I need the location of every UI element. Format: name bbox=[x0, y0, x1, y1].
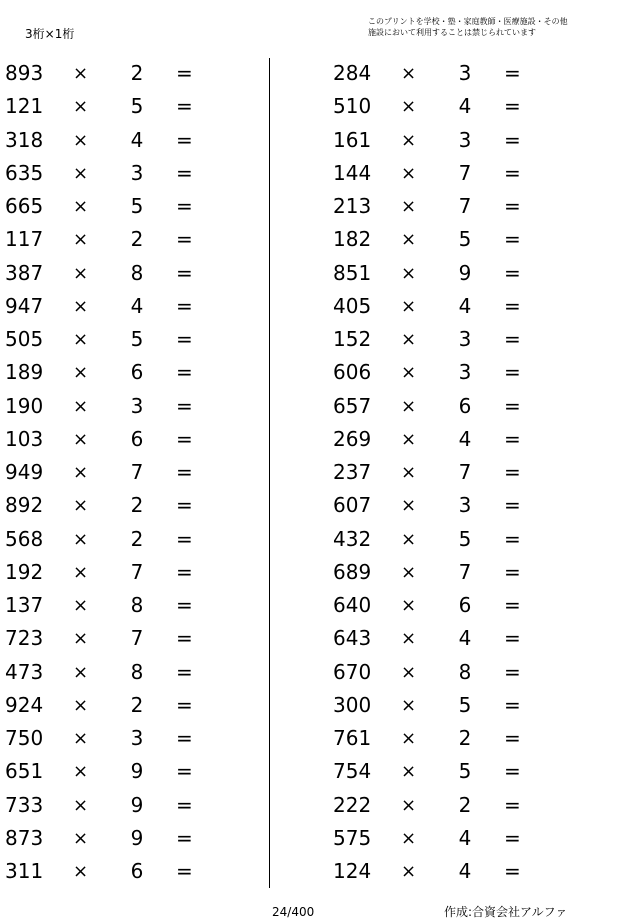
multiplier: 2 bbox=[458, 792, 472, 817]
multiplier: 4 bbox=[458, 825, 472, 850]
equals-sign: = bbox=[176, 426, 193, 451]
problem-row bbox=[0, 855, 633, 888]
problem-row bbox=[0, 323, 633, 356]
times-sign: × bbox=[73, 495, 89, 517]
multiplier: 7 bbox=[458, 194, 472, 218]
multiplier: 3 bbox=[130, 393, 144, 418]
times-sign: × bbox=[73, 794, 89, 816]
multiplicand: 568 bbox=[5, 526, 44, 551]
multiplier: 3 bbox=[458, 327, 472, 351]
times-sign: × bbox=[73, 628, 89, 650]
problem-row bbox=[0, 390, 633, 423]
multiplicand: 144 bbox=[333, 160, 372, 185]
equals-sign: = bbox=[504, 626, 521, 651]
times-sign: × bbox=[73, 595, 89, 616]
times-sign: × bbox=[401, 827, 417, 849]
times-sign: × bbox=[401, 628, 417, 650]
multiplicand: 892 bbox=[5, 493, 44, 518]
problem-row bbox=[0, 722, 633, 755]
multiplier: 4 bbox=[458, 94, 472, 119]
equals-sign: = bbox=[504, 360, 521, 385]
right-problem-column bbox=[0, 57, 633, 888]
times-sign: × bbox=[73, 462, 89, 483]
equals-sign: = bbox=[176, 726, 193, 750]
times-sign: × bbox=[73, 162, 89, 184]
multiplicand: 665 bbox=[5, 194, 44, 218]
multiplicand: 949 bbox=[5, 460, 44, 484]
times-sign: × bbox=[73, 129, 89, 151]
times-sign: × bbox=[73, 196, 89, 217]
multiplicand: 284 bbox=[333, 61, 372, 85]
times-sign: × bbox=[401, 329, 417, 350]
multiplier: 6 bbox=[130, 859, 144, 883]
multiplier: 5 bbox=[130, 194, 144, 218]
equals-sign: = bbox=[504, 792, 521, 817]
multiplier: 8 bbox=[458, 659, 472, 684]
multiplier: 6 bbox=[130, 426, 144, 451]
equals-sign: = bbox=[176, 692, 193, 717]
multiplier: 9 bbox=[130, 825, 144, 850]
multiplier: 5 bbox=[130, 327, 144, 351]
equals-sign: = bbox=[504, 293, 521, 318]
multiplier: 7 bbox=[130, 626, 144, 651]
problem-row bbox=[0, 423, 633, 456]
multiplicand: 607 bbox=[333, 493, 372, 518]
multiplier: 8 bbox=[130, 659, 144, 684]
equals-sign: = bbox=[176, 127, 193, 152]
problem-row bbox=[0, 356, 633, 389]
multiplier: 3 bbox=[458, 360, 472, 385]
multiplicand: 161 bbox=[333, 127, 372, 152]
equals-sign: = bbox=[504, 327, 521, 351]
problem-row bbox=[0, 124, 633, 157]
equals-sign: = bbox=[176, 260, 193, 285]
equals-sign: = bbox=[504, 260, 521, 285]
multiplicand: 670 bbox=[333, 659, 372, 684]
multiplicand: 606 bbox=[333, 360, 372, 385]
page-number: 24/400 bbox=[272, 905, 315, 919]
times-sign: × bbox=[73, 561, 89, 583]
times-sign: × bbox=[73, 262, 89, 284]
times-sign: × bbox=[401, 495, 417, 517]
multiplier: 4 bbox=[130, 127, 144, 152]
times-sign: × bbox=[401, 295, 417, 317]
multiplicand: 733 bbox=[5, 792, 44, 817]
multiplicand: 505 bbox=[5, 327, 44, 351]
times-sign: × bbox=[401, 794, 417, 816]
author-credit: 作成:合資会社アルファ bbox=[444, 905, 568, 919]
multiplier: 5 bbox=[458, 526, 472, 551]
multiplicand: 121 bbox=[5, 94, 44, 119]
equals-sign: = bbox=[176, 227, 193, 252]
multiplicand: 300 bbox=[333, 692, 372, 717]
times-sign: × bbox=[73, 728, 89, 749]
equals-sign: = bbox=[176, 825, 193, 850]
times-sign: × bbox=[73, 229, 89, 251]
equals-sign: = bbox=[176, 792, 193, 817]
equals-sign: = bbox=[176, 460, 193, 484]
multiplier: 7 bbox=[130, 559, 144, 584]
times-sign: × bbox=[401, 561, 417, 583]
equals-sign: = bbox=[176, 859, 193, 883]
times-sign: × bbox=[73, 295, 89, 317]
times-sign: × bbox=[73, 428, 89, 450]
equals-sign: = bbox=[176, 393, 193, 418]
times-sign: × bbox=[401, 694, 417, 716]
equals-sign: = bbox=[504, 692, 521, 717]
multiplicand: 117 bbox=[5, 227, 44, 252]
copyright-notice bbox=[368, 16, 568, 38]
multiplier: 4 bbox=[458, 859, 472, 883]
times-sign: × bbox=[73, 827, 89, 849]
multiplier: 3 bbox=[458, 61, 472, 85]
times-sign: × bbox=[401, 728, 417, 749]
multiplicand: 657 bbox=[333, 393, 372, 418]
problem-row bbox=[0, 822, 633, 855]
multiplier: 4 bbox=[458, 626, 472, 651]
multiplier: 4 bbox=[458, 426, 472, 451]
problem-row bbox=[0, 556, 633, 589]
problem-row bbox=[0, 622, 633, 655]
multiplicand: 213 bbox=[333, 194, 372, 218]
multiplicand: 754 bbox=[333, 759, 372, 784]
problem-row bbox=[0, 656, 633, 689]
equals-sign: = bbox=[504, 659, 521, 684]
problem-row bbox=[0, 57, 633, 90]
multiplicand: 152 bbox=[333, 327, 372, 351]
multiplier: 3 bbox=[458, 493, 472, 518]
multiplier: 7 bbox=[458, 460, 472, 484]
problem-row bbox=[0, 223, 633, 256]
multiplicand: 311 bbox=[5, 859, 44, 883]
multiplier: 6 bbox=[458, 593, 472, 617]
times-sign: × bbox=[73, 63, 89, 84]
times-sign: × bbox=[401, 362, 417, 384]
times-sign: × bbox=[401, 162, 417, 184]
multiplicand: 237 bbox=[333, 460, 372, 484]
equals-sign: = bbox=[504, 859, 521, 883]
multiplicand: 924 bbox=[5, 692, 44, 717]
equals-sign: = bbox=[504, 194, 521, 218]
multiplicand: 723 bbox=[5, 626, 44, 651]
problem-row bbox=[0, 190, 633, 223]
equals-sign: = bbox=[504, 127, 521, 152]
equals-sign: = bbox=[176, 659, 193, 684]
times-sign: × bbox=[401, 595, 417, 616]
notice-line-1: このプリントを学校・塾・家庭教師・医療施設・その他 bbox=[368, 17, 568, 26]
multiplier: 8 bbox=[130, 593, 144, 617]
times-sign: × bbox=[401, 196, 417, 217]
multiplicand: 640 bbox=[333, 593, 372, 617]
multiplicand: 761 bbox=[333, 726, 372, 750]
problem-row bbox=[0, 689, 633, 722]
problem-row bbox=[0, 290, 633, 323]
equals-sign: = bbox=[176, 360, 193, 385]
times-sign: × bbox=[401, 129, 417, 151]
worksheet-title: 3桁×1桁 bbox=[25, 27, 75, 41]
times-sign: × bbox=[73, 528, 89, 550]
multiplicand: 510 bbox=[333, 94, 372, 119]
multiplier: 7 bbox=[130, 460, 144, 484]
times-sign: × bbox=[73, 395, 89, 417]
multiplicand: 124 bbox=[333, 859, 372, 883]
times-sign: × bbox=[401, 661, 417, 683]
equals-sign: = bbox=[504, 61, 521, 85]
multiplicand: 635 bbox=[5, 160, 44, 185]
equals-sign: = bbox=[504, 426, 521, 451]
multiplicand: 473 bbox=[5, 659, 44, 684]
multiplicand: 269 bbox=[333, 426, 372, 451]
multiplier: 2 bbox=[130, 493, 144, 518]
multiplier: 2 bbox=[130, 692, 144, 717]
equals-sign: = bbox=[176, 526, 193, 551]
times-sign: × bbox=[401, 395, 417, 417]
equals-sign: = bbox=[504, 759, 521, 784]
multiplicand: 190 bbox=[5, 393, 44, 418]
multiplier: 4 bbox=[130, 293, 144, 318]
equals-sign: = bbox=[504, 726, 521, 750]
multiplier: 7 bbox=[458, 160, 472, 185]
equals-sign: = bbox=[504, 825, 521, 850]
multiplicand: 947 bbox=[5, 293, 44, 318]
problem-row bbox=[0, 523, 633, 556]
equals-sign: = bbox=[176, 559, 193, 584]
multiplicand: 851 bbox=[333, 260, 372, 285]
multiplier: 2 bbox=[130, 526, 144, 551]
problem-row bbox=[0, 257, 633, 290]
multiplier: 3 bbox=[130, 726, 144, 750]
multiplicand: 689 bbox=[333, 559, 372, 584]
multiplicand: 318 bbox=[5, 127, 44, 152]
multiplier: 5 bbox=[458, 227, 472, 252]
notice-line-2: 施設において利用することは禁じられています bbox=[368, 28, 536, 37]
equals-sign: = bbox=[504, 94, 521, 119]
multiplier: 9 bbox=[458, 260, 472, 285]
times-sign: × bbox=[401, 229, 417, 251]
multiplicand: 222 bbox=[333, 792, 372, 817]
multiplicand: 575 bbox=[333, 825, 372, 850]
multiplier: 7 bbox=[458, 559, 472, 584]
multiplicand: 387 bbox=[5, 260, 44, 285]
multiplier: 9 bbox=[130, 759, 144, 784]
multiplicand: 189 bbox=[5, 360, 44, 385]
equals-sign: = bbox=[504, 160, 521, 185]
times-sign: × bbox=[401, 462, 417, 483]
times-sign: × bbox=[401, 761, 417, 783]
times-sign: × bbox=[401, 63, 417, 84]
multiplier: 4 bbox=[458, 293, 472, 318]
multiplicand: 750 bbox=[5, 726, 44, 750]
multiplier: 6 bbox=[130, 360, 144, 385]
equals-sign: = bbox=[504, 526, 521, 551]
equals-sign: = bbox=[504, 460, 521, 484]
multiplicand: 643 bbox=[333, 626, 372, 651]
times-sign: × bbox=[401, 262, 417, 284]
multiplicand: 405 bbox=[333, 293, 372, 318]
multiplicand: 103 bbox=[5, 426, 44, 451]
multiplier: 5 bbox=[458, 692, 472, 717]
problem-row bbox=[0, 489, 633, 522]
equals-sign: = bbox=[176, 593, 193, 617]
equals-sign: = bbox=[176, 160, 193, 185]
times-sign: × bbox=[401, 861, 417, 882]
problem-row bbox=[0, 456, 633, 489]
multiplier: 5 bbox=[458, 759, 472, 784]
equals-sign: = bbox=[176, 293, 193, 318]
multiplicand: 432 bbox=[333, 526, 372, 551]
multiplier: 5 bbox=[130, 94, 144, 119]
problem-row bbox=[0, 90, 633, 123]
times-sign: × bbox=[73, 661, 89, 683]
equals-sign: = bbox=[504, 593, 521, 617]
times-sign: × bbox=[73, 761, 89, 783]
equals-sign: = bbox=[176, 61, 193, 85]
multiplicand: 893 bbox=[5, 61, 44, 85]
multiplicand: 182 bbox=[333, 227, 372, 252]
multiplicand: 651 bbox=[5, 759, 44, 784]
equals-sign: = bbox=[504, 559, 521, 584]
times-sign: × bbox=[401, 96, 417, 118]
problem-row bbox=[0, 755, 633, 788]
multiplicand: 137 bbox=[5, 593, 44, 617]
equals-sign: = bbox=[504, 393, 521, 418]
problem-row bbox=[0, 589, 633, 622]
multiplier: 2 bbox=[130, 61, 144, 85]
multiplier: 2 bbox=[130, 227, 144, 252]
equals-sign: = bbox=[504, 227, 521, 252]
times-sign: × bbox=[73, 329, 89, 350]
equals-sign: = bbox=[176, 626, 193, 651]
equals-sign: = bbox=[504, 493, 521, 518]
equals-sign: = bbox=[176, 194, 193, 218]
equals-sign: = bbox=[176, 759, 193, 784]
times-sign: × bbox=[73, 861, 89, 882]
equals-sign: = bbox=[176, 493, 193, 518]
equals-sign: = bbox=[176, 327, 193, 351]
times-sign: × bbox=[401, 528, 417, 550]
multiplicand: 192 bbox=[5, 559, 44, 584]
times-sign: × bbox=[73, 96, 89, 118]
times-sign: × bbox=[73, 362, 89, 384]
multiplier: 8 bbox=[130, 260, 144, 285]
times-sign: × bbox=[73, 694, 89, 716]
multiplier: 2 bbox=[458, 726, 472, 750]
multiplier: 9 bbox=[130, 792, 144, 817]
multiplicand: 873 bbox=[5, 825, 44, 850]
equals-sign: = bbox=[176, 94, 193, 119]
multiplier: 3 bbox=[458, 127, 472, 152]
multiplier: 6 bbox=[458, 393, 472, 418]
multiplier: 3 bbox=[130, 160, 144, 185]
times-sign: × bbox=[401, 428, 417, 450]
problem-row bbox=[0, 789, 633, 822]
problem-row bbox=[0, 157, 633, 190]
